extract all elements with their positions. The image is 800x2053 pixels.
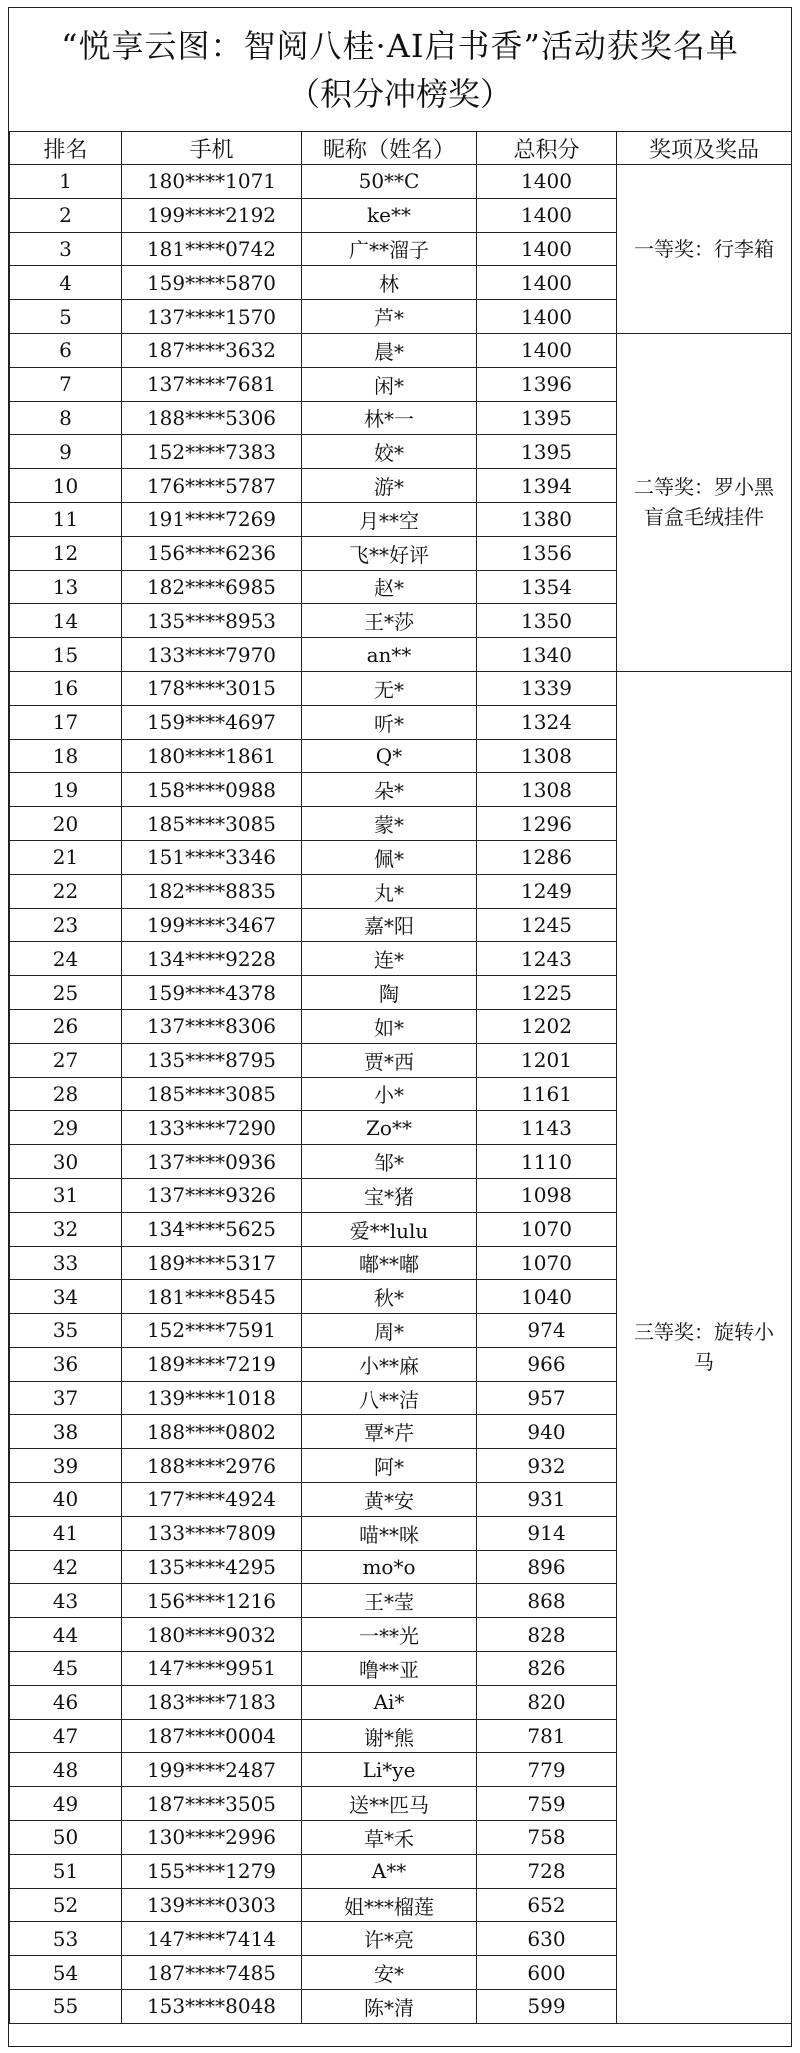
table-body <box>10 165 792 2024</box>
cell-rank: 53 <box>10 1922 122 1956</box>
cell-phone: 180****1861 <box>122 739 302 773</box>
cell-nickname: Li*ye <box>302 1753 477 1787</box>
cell-phone: 134****5625 <box>122 1212 302 1246</box>
cell-rank: 42 <box>10 1550 122 1584</box>
cell-phone: 159****5870 <box>122 266 302 300</box>
cell-rank: 49 <box>10 1787 122 1821</box>
cell-rank: 52 <box>10 1888 122 1922</box>
table-row <box>10 671 792 705</box>
cell-phone: 137****9326 <box>122 1178 302 1212</box>
cell-prize: 三等奖：旋转小马 <box>617 671 792 2023</box>
cell-rank: 18 <box>10 739 122 773</box>
cell-rank: 46 <box>10 1685 122 1719</box>
cell-score: 1040 <box>477 1280 617 1314</box>
cell-phone: 147****7414 <box>122 1922 302 1956</box>
cell-nickname: ke** <box>302 198 477 232</box>
cell-phone: 152****7383 <box>122 435 302 469</box>
cell-rank: 27 <box>10 1043 122 1077</box>
page-subtitle: （积分冲榜奖） <box>287 75 512 113</box>
cell-nickname: 周* <box>302 1314 477 1348</box>
cell-phone: 191****7269 <box>122 502 302 536</box>
cell-rank: 13 <box>10 570 122 604</box>
cell-rank: 9 <box>10 435 122 469</box>
cell-phone: 151****3346 <box>122 840 302 874</box>
header-phone: 手机 <box>122 132 302 165</box>
cell-phone: 137****8306 <box>122 1009 302 1043</box>
cell-nickname: mo*o <box>302 1550 477 1584</box>
cell-phone: 159****4697 <box>122 705 302 739</box>
cell-rank: 24 <box>10 942 122 976</box>
cell-nickname: 宝*猪 <box>302 1178 477 1212</box>
cell-score: 1243 <box>477 942 617 976</box>
cell-nickname: Ai* <box>302 1685 477 1719</box>
cell-rank: 20 <box>10 807 122 841</box>
cell-phone: 188****2976 <box>122 1449 302 1483</box>
cell-phone: 176****5787 <box>122 469 302 503</box>
cell-phone: 199****2192 <box>122 198 302 232</box>
cell-rank: 10 <box>10 469 122 503</box>
cell-score: 1400 <box>477 266 617 300</box>
cell-score: 728 <box>477 1854 617 1888</box>
cell-score: 1070 <box>477 1246 617 1280</box>
cell-rank: 37 <box>10 1381 122 1415</box>
title-block <box>9 8 791 132</box>
cell-score: 758 <box>477 1821 617 1855</box>
cell-phone: 182****8835 <box>122 874 302 908</box>
cell-score: 1400 <box>477 198 617 232</box>
header-prize: 奖项及奖品 <box>617 132 792 165</box>
cell-phone: 139****1018 <box>122 1381 302 1415</box>
cell-rank: 25 <box>10 976 122 1010</box>
cell-score: 1245 <box>477 908 617 942</box>
cell-score: 868 <box>477 1584 617 1618</box>
cell-score: 828 <box>477 1618 617 1652</box>
cell-phone: 178****3015 <box>122 671 302 705</box>
cell-nickname: 连* <box>302 942 477 976</box>
cell-nickname: 蒙* <box>302 807 477 841</box>
cell-phone: 133****7290 <box>122 1111 302 1145</box>
cell-rank: 19 <box>10 773 122 807</box>
cell-nickname: 王*莎 <box>302 604 477 638</box>
cell-nickname: 丸* <box>302 874 477 908</box>
cell-score: 1395 <box>477 401 617 435</box>
cell-nickname: 秋* <box>302 1280 477 1314</box>
cell-phone: 153****8048 <box>122 1990 302 2024</box>
cell-score: 1201 <box>477 1043 617 1077</box>
cell-score: 966 <box>477 1347 617 1381</box>
cell-score: 1143 <box>477 1111 617 1145</box>
cell-phone: 181****0742 <box>122 232 302 266</box>
cell-phone: 133****7970 <box>122 638 302 672</box>
cell-nickname: 八**洁 <box>302 1381 477 1415</box>
cell-score: 1324 <box>477 705 617 739</box>
cell-score: 1070 <box>477 1212 617 1246</box>
cell-nickname: 爱**lulu <box>302 1212 477 1246</box>
cell-score: 1161 <box>477 1077 617 1111</box>
cell-nickname: 朵* <box>302 773 477 807</box>
award-list-sheet <box>8 7 792 2047</box>
cell-rank: 6 <box>10 333 122 367</box>
cell-rank: 38 <box>10 1415 122 1449</box>
cell-rank: 29 <box>10 1111 122 1145</box>
cell-score: 1400 <box>477 300 617 334</box>
header-rank: 排名 <box>10 132 122 165</box>
cell-phone: 156****1216 <box>122 1584 302 1618</box>
cell-nickname: 嘟**嘟 <box>302 1246 477 1280</box>
cell-phone: 181****8545 <box>122 1280 302 1314</box>
cell-nickname: 喵**咪 <box>302 1516 477 1550</box>
cell-score: 931 <box>477 1483 617 1517</box>
cell-nickname: 谢*熊 <box>302 1719 477 1753</box>
cell-nickname: 噜**亚 <box>302 1652 477 1686</box>
cell-phone: 187****3632 <box>122 333 302 367</box>
cell-rank: 51 <box>10 1854 122 1888</box>
cell-nickname: 许*亮 <box>302 1922 477 1956</box>
cell-score: 779 <box>477 1753 617 1787</box>
cell-nickname: 一**光 <box>302 1618 477 1652</box>
cell-score: 1286 <box>477 840 617 874</box>
cell-nickname: 嘉*阳 <box>302 908 477 942</box>
cell-rank: 34 <box>10 1280 122 1314</box>
cell-nickname: 无* <box>302 671 477 705</box>
cell-score: 1395 <box>477 435 617 469</box>
cell-score: 957 <box>477 1381 617 1415</box>
cell-score: 914 <box>477 1516 617 1550</box>
cell-score: 1380 <box>477 502 617 536</box>
cell-rank: 5 <box>10 300 122 334</box>
cell-phone: 156****6236 <box>122 536 302 570</box>
cell-score: 1308 <box>477 739 617 773</box>
cell-rank: 36 <box>10 1347 122 1381</box>
cell-rank: 28 <box>10 1077 122 1111</box>
table-row <box>10 165 792 199</box>
cell-nickname: 小**麻 <box>302 1347 477 1381</box>
cell-rank: 4 <box>10 266 122 300</box>
cell-phone: 159****4378 <box>122 976 302 1010</box>
cell-score: 820 <box>477 1685 617 1719</box>
cell-nickname: 飞**好评 <box>302 536 477 570</box>
cell-nickname: 佩* <box>302 840 477 874</box>
cell-rank: 47 <box>10 1719 122 1753</box>
cell-nickname: 广**溜子 <box>302 232 477 266</box>
cell-phone: 180****1071 <box>122 165 302 199</box>
cell-rank: 1 <box>10 165 122 199</box>
cell-phone: 177****4924 <box>122 1483 302 1517</box>
cell-phone: 188****5306 <box>122 401 302 435</box>
table-header-row <box>10 132 792 165</box>
cell-rank: 41 <box>10 1516 122 1550</box>
table-row <box>10 333 792 367</box>
cell-score: 1400 <box>477 165 617 199</box>
page-title: “悦享云图：智阅八桂·AI启书香”活动获奖名单 <box>61 27 739 65</box>
cell-score: 1350 <box>477 604 617 638</box>
cell-rank: 33 <box>10 1246 122 1280</box>
cell-nickname: 陈*清 <box>302 1990 477 2024</box>
cell-score: 896 <box>477 1550 617 1584</box>
cell-score: 974 <box>477 1314 617 1348</box>
cell-score: 1396 <box>477 367 617 401</box>
cell-score: 652 <box>477 1888 617 1922</box>
cell-score: 940 <box>477 1415 617 1449</box>
cell-score: 1098 <box>477 1178 617 1212</box>
cell-nickname: 50**C <box>302 165 477 199</box>
cell-phone: 182****6985 <box>122 570 302 604</box>
cell-nickname: 林 <box>302 266 477 300</box>
cell-nickname: 月**空 <box>302 502 477 536</box>
cell-nickname: 姣* <box>302 435 477 469</box>
cell-rank: 45 <box>10 1652 122 1686</box>
cell-rank: 44 <box>10 1618 122 1652</box>
cell-score: 1354 <box>477 570 617 604</box>
cell-nickname: 邹* <box>302 1145 477 1179</box>
cell-rank: 23 <box>10 908 122 942</box>
cell-phone: 147****9951 <box>122 1652 302 1686</box>
cell-nickname: A** <box>302 1854 477 1888</box>
cell-rank: 48 <box>10 1753 122 1787</box>
cell-score: 759 <box>477 1787 617 1821</box>
cell-phone: 180****9032 <box>122 1618 302 1652</box>
cell-phone: 137****0936 <box>122 1145 302 1179</box>
cell-nickname: 小* <box>302 1077 477 1111</box>
cell-phone: 152****7591 <box>122 1314 302 1348</box>
cell-rank: 39 <box>10 1449 122 1483</box>
cell-nickname: 闲* <box>302 367 477 401</box>
cell-phone: 187****7485 <box>122 1956 302 1990</box>
cell-rank: 50 <box>10 1821 122 1855</box>
cell-nickname: Zo** <box>302 1111 477 1145</box>
header-score: 总积分 <box>477 132 617 165</box>
cell-rank: 54 <box>10 1956 122 1990</box>
cell-score: 932 <box>477 1449 617 1483</box>
cell-phone: 199****2487 <box>122 1753 302 1787</box>
cell-rank: 3 <box>10 232 122 266</box>
cell-phone: 185****3085 <box>122 1077 302 1111</box>
cell-phone: 133****7809 <box>122 1516 302 1550</box>
cell-phone: 135****8953 <box>122 604 302 638</box>
cell-phone: 183****7183 <box>122 1685 302 1719</box>
cell-nickname: 阿* <box>302 1449 477 1483</box>
cell-score: 599 <box>477 1990 617 2024</box>
cell-rank: 55 <box>10 1990 122 2024</box>
cell-nickname: 送**匹马 <box>302 1787 477 1821</box>
cell-nickname: 覃*芹 <box>302 1415 477 1449</box>
cell-rank: 15 <box>10 638 122 672</box>
cell-nickname: 林*一 <box>302 401 477 435</box>
cell-phone: 137****1570 <box>122 300 302 334</box>
cell-score: 1202 <box>477 1009 617 1043</box>
cell-phone: 135****8795 <box>122 1043 302 1077</box>
cell-nickname: an** <box>302 638 477 672</box>
cell-score: 781 <box>477 1719 617 1753</box>
cell-rank: 32 <box>10 1212 122 1246</box>
cell-rank: 40 <box>10 1483 122 1517</box>
cell-phone: 130****2996 <box>122 1821 302 1855</box>
cell-score: 1356 <box>477 536 617 570</box>
header-nickname: 昵称（姓名） <box>302 132 477 165</box>
cell-score: 1110 <box>477 1145 617 1179</box>
cell-nickname: 听* <box>302 705 477 739</box>
cell-phone: 139****0303 <box>122 1888 302 1922</box>
cell-score: 1308 <box>477 773 617 807</box>
cell-score: 630 <box>477 1922 617 1956</box>
cell-nickname: 草*禾 <box>302 1821 477 1855</box>
cell-nickname: 安* <box>302 1956 477 1990</box>
cell-score: 1400 <box>477 333 617 367</box>
cell-rank: 22 <box>10 874 122 908</box>
cell-nickname: 陶 <box>302 976 477 1010</box>
cell-score: 826 <box>477 1652 617 1686</box>
cell-phone: 137****7681 <box>122 367 302 401</box>
cell-phone: 185****3085 <box>122 807 302 841</box>
cell-nickname: 黄*安 <box>302 1483 477 1517</box>
cell-nickname: 晨* <box>302 333 477 367</box>
cell-rank: 30 <box>10 1145 122 1179</box>
cell-rank: 14 <box>10 604 122 638</box>
cell-nickname: 游* <box>302 469 477 503</box>
cell-nickname: 芦* <box>302 300 477 334</box>
cell-rank: 8 <box>10 401 122 435</box>
cell-nickname: 王*莹 <box>302 1584 477 1618</box>
cell-rank: 43 <box>10 1584 122 1618</box>
cell-score: 1339 <box>477 671 617 705</box>
cell-rank: 11 <box>10 502 122 536</box>
cell-rank: 31 <box>10 1178 122 1212</box>
cell-rank: 7 <box>10 367 122 401</box>
cell-phone: 134****9228 <box>122 942 302 976</box>
cell-phone: 158****0988 <box>122 773 302 807</box>
cell-phone: 189****5317 <box>122 1246 302 1280</box>
cell-score: 1394 <box>477 469 617 503</box>
cell-prize: 二等奖：罗小黑盲盒毛绒挂件 <box>617 333 792 671</box>
cell-phone: 188****0802 <box>122 1415 302 1449</box>
cell-rank: 2 <box>10 198 122 232</box>
cell-phone: 135****4295 <box>122 1550 302 1584</box>
cell-phone: 187****0004 <box>122 1719 302 1753</box>
cell-score: 1296 <box>477 807 617 841</box>
cell-rank: 17 <box>10 705 122 739</box>
cell-score: 1400 <box>477 232 617 266</box>
cell-nickname: 赵* <box>302 570 477 604</box>
cell-phone: 199****3467 <box>122 908 302 942</box>
cell-nickname: Q* <box>302 739 477 773</box>
cell-rank: 12 <box>10 536 122 570</box>
cell-nickname: 姐***榴莲 <box>302 1888 477 1922</box>
cell-score: 600 <box>477 1956 617 1990</box>
award-table <box>9 131 792 2024</box>
cell-nickname: 如* <box>302 1009 477 1043</box>
cell-rank: 35 <box>10 1314 122 1348</box>
cell-rank: 21 <box>10 840 122 874</box>
cell-prize: 一等奖：行李箱 <box>617 165 792 334</box>
cell-phone: 155****1279 <box>122 1854 302 1888</box>
cell-nickname: 贾*西 <box>302 1043 477 1077</box>
cell-phone: 189****7219 <box>122 1347 302 1381</box>
cell-score: 1340 <box>477 638 617 672</box>
cell-phone: 187****3505 <box>122 1787 302 1821</box>
cell-rank: 16 <box>10 671 122 705</box>
cell-score: 1225 <box>477 976 617 1010</box>
cell-rank: 26 <box>10 1009 122 1043</box>
cell-score: 1249 <box>477 874 617 908</box>
